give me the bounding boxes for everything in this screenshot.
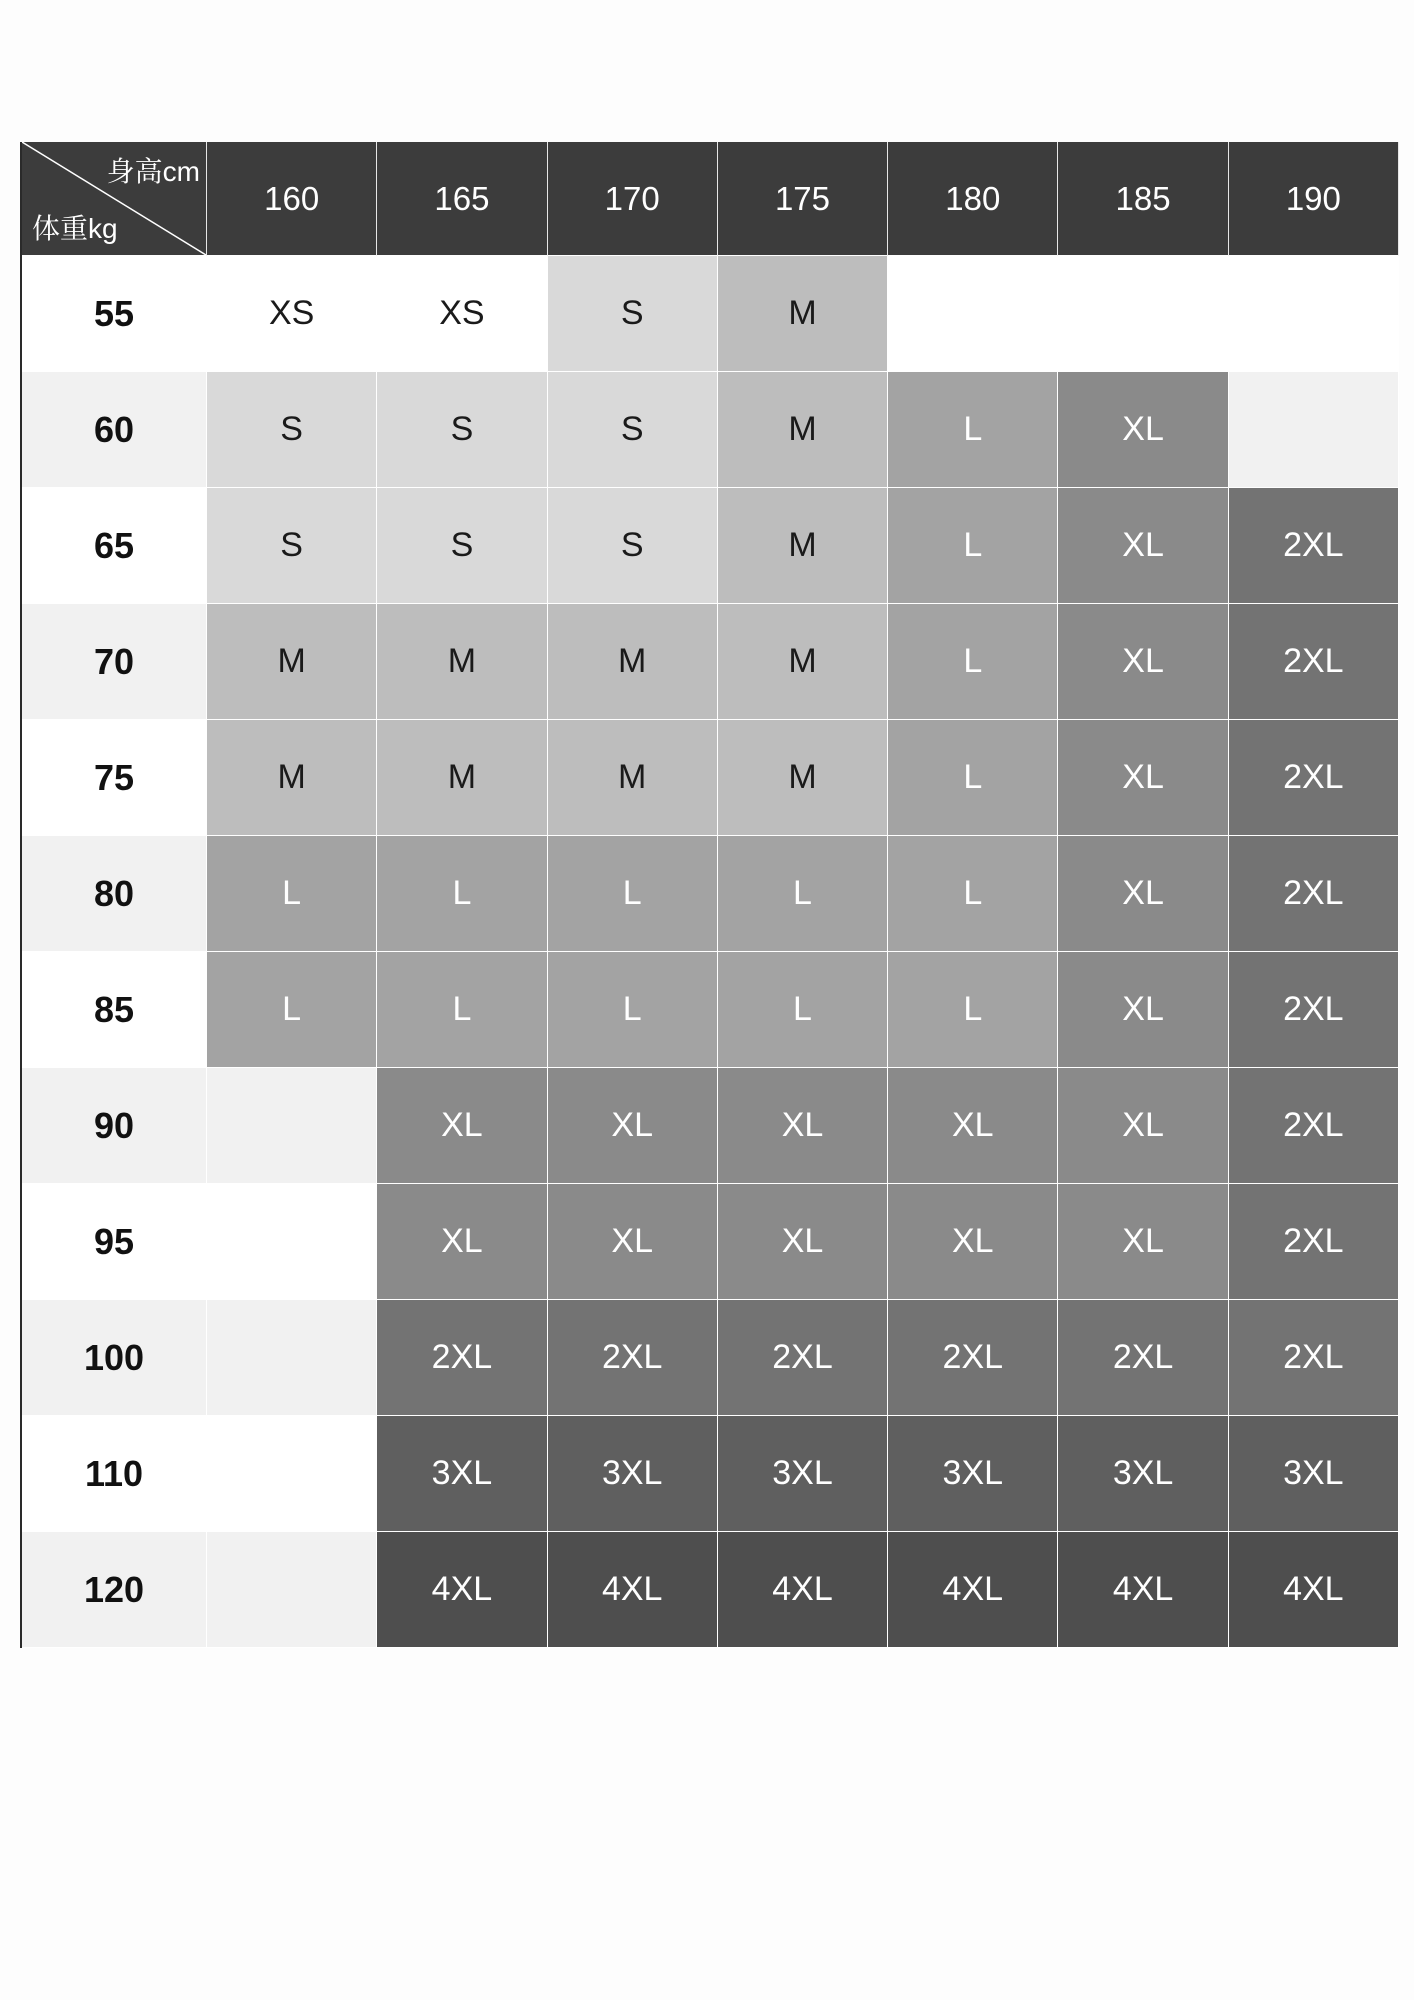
size-cell: 2XL [1229, 952, 1399, 1068]
empty-cell [207, 1184, 377, 1300]
empty-cell [1058, 256, 1228, 372]
empty-cell [207, 1532, 377, 1648]
weight-label: 110 [22, 1416, 207, 1532]
size-cell: S [207, 488, 377, 604]
weight-label: 70 [22, 604, 207, 720]
size-cell: 3XL [888, 1416, 1058, 1532]
size-cell: XL [888, 1184, 1058, 1300]
size-cell: XS [207, 256, 377, 372]
empty-cell [207, 1300, 377, 1416]
size-cell: XL [377, 1184, 547, 1300]
weight-axis-label: 体重kg [32, 213, 118, 244]
size-cell: XL [1058, 488, 1228, 604]
size-cell: 3XL [548, 1416, 718, 1532]
height-header: 160 [207, 142, 377, 256]
size-cell: M [548, 604, 718, 720]
height-axis-label: 身高cm [106, 156, 200, 187]
size-cell: 3XL [1229, 1416, 1399, 1532]
size-cell: 2XL [1229, 836, 1399, 952]
empty-cell [1229, 256, 1399, 372]
size-cell: XL [1058, 604, 1228, 720]
size-cell: XL [888, 1068, 1058, 1184]
size-cell: L [548, 952, 718, 1068]
weight-label: 80 [22, 836, 207, 952]
size-cell: L [548, 836, 718, 952]
size-cell: XL [1058, 1184, 1228, 1300]
size-cell: M [548, 720, 718, 836]
weight-label: 90 [22, 1068, 207, 1184]
size-cell: 3XL [1058, 1416, 1228, 1532]
size-cell: 4XL [888, 1532, 1058, 1648]
size-cell: 4XL [718, 1532, 888, 1648]
weight-label: 65 [22, 488, 207, 604]
size-cell: XL [548, 1184, 718, 1300]
size-cell: XS [377, 256, 547, 372]
size-cell: XL [718, 1068, 888, 1184]
size-cell: 4XL [1058, 1532, 1228, 1648]
size-cell: XL [1058, 1068, 1228, 1184]
empty-cell [888, 256, 1058, 372]
size-cell: 3XL [718, 1416, 888, 1532]
size-cell: XL [1058, 952, 1228, 1068]
size-cell: L [718, 952, 888, 1068]
size-cell: S [548, 488, 718, 604]
size-cell: 4XL [1229, 1532, 1399, 1648]
size-cell: M [718, 488, 888, 604]
size-cell: L [377, 952, 547, 1068]
size-cell: 2XL [1229, 720, 1399, 836]
weight-label: 85 [22, 952, 207, 1068]
size-cell: 3XL [377, 1416, 547, 1532]
size-cell: M [718, 256, 888, 372]
size-cell: 2XL [1229, 488, 1399, 604]
size-cell: M [207, 720, 377, 836]
size-cell: M [718, 604, 888, 720]
size-cell: XL [1058, 372, 1228, 488]
size-cell: S [377, 372, 547, 488]
weight-label: 100 [22, 1300, 207, 1416]
height-header: 175 [718, 142, 888, 256]
size-cell: L [888, 952, 1058, 1068]
size-cell: 2XL [1229, 1068, 1399, 1184]
size-cell: 2XL [888, 1300, 1058, 1416]
height-header: 185 [1058, 142, 1228, 256]
size-cell: 2XL [718, 1300, 888, 1416]
size-cell: M [377, 720, 547, 836]
size-cell: L [888, 836, 1058, 952]
height-header: 165 [377, 142, 547, 256]
weight-label: 60 [22, 372, 207, 488]
size-cell: 2XL [377, 1300, 547, 1416]
size-cell: M [207, 604, 377, 720]
size-cell: M [718, 720, 888, 836]
height-header: 180 [888, 142, 1058, 256]
size-cell: 2XL [1229, 1300, 1399, 1416]
size-cell: XL [377, 1068, 547, 1184]
size-cell: XL [1058, 836, 1228, 952]
size-cell: L [207, 836, 377, 952]
empty-cell [207, 1416, 377, 1532]
size-cell: M [718, 372, 888, 488]
weight-label: 55 [22, 256, 207, 372]
weight-label: 95 [22, 1184, 207, 1300]
empty-cell [207, 1068, 377, 1184]
size-cell: S [548, 372, 718, 488]
size-cell: L [888, 604, 1058, 720]
size-cell: L [377, 836, 547, 952]
corner-header [22, 142, 207, 256]
size-cell: S [207, 372, 377, 488]
size-cell: S [548, 256, 718, 372]
size-cell: 4XL [548, 1532, 718, 1648]
height-header: 170 [548, 142, 718, 256]
size-cell: 2XL [548, 1300, 718, 1416]
size-cell: L [888, 372, 1058, 488]
size-cell: L [718, 836, 888, 952]
size-cell: 4XL [377, 1532, 547, 1648]
empty-cell [1229, 372, 1399, 488]
size-cell: 2XL [1229, 604, 1399, 720]
size-cell: L [207, 952, 377, 1068]
size-cell: L [888, 720, 1058, 836]
size-cell: M [377, 604, 547, 720]
size-cell: L [888, 488, 1058, 604]
size-cell: 2XL [1229, 1184, 1399, 1300]
size-cell: XL [548, 1068, 718, 1184]
size-cell: 2XL [1058, 1300, 1228, 1416]
size-cell: XL [718, 1184, 888, 1300]
size-chart-table [20, 142, 1399, 1648]
weight-label: 120 [22, 1532, 207, 1648]
size-cell: S [377, 488, 547, 604]
size-cell: XL [1058, 720, 1228, 836]
height-header: 190 [1229, 142, 1399, 256]
weight-label: 75 [22, 720, 207, 836]
